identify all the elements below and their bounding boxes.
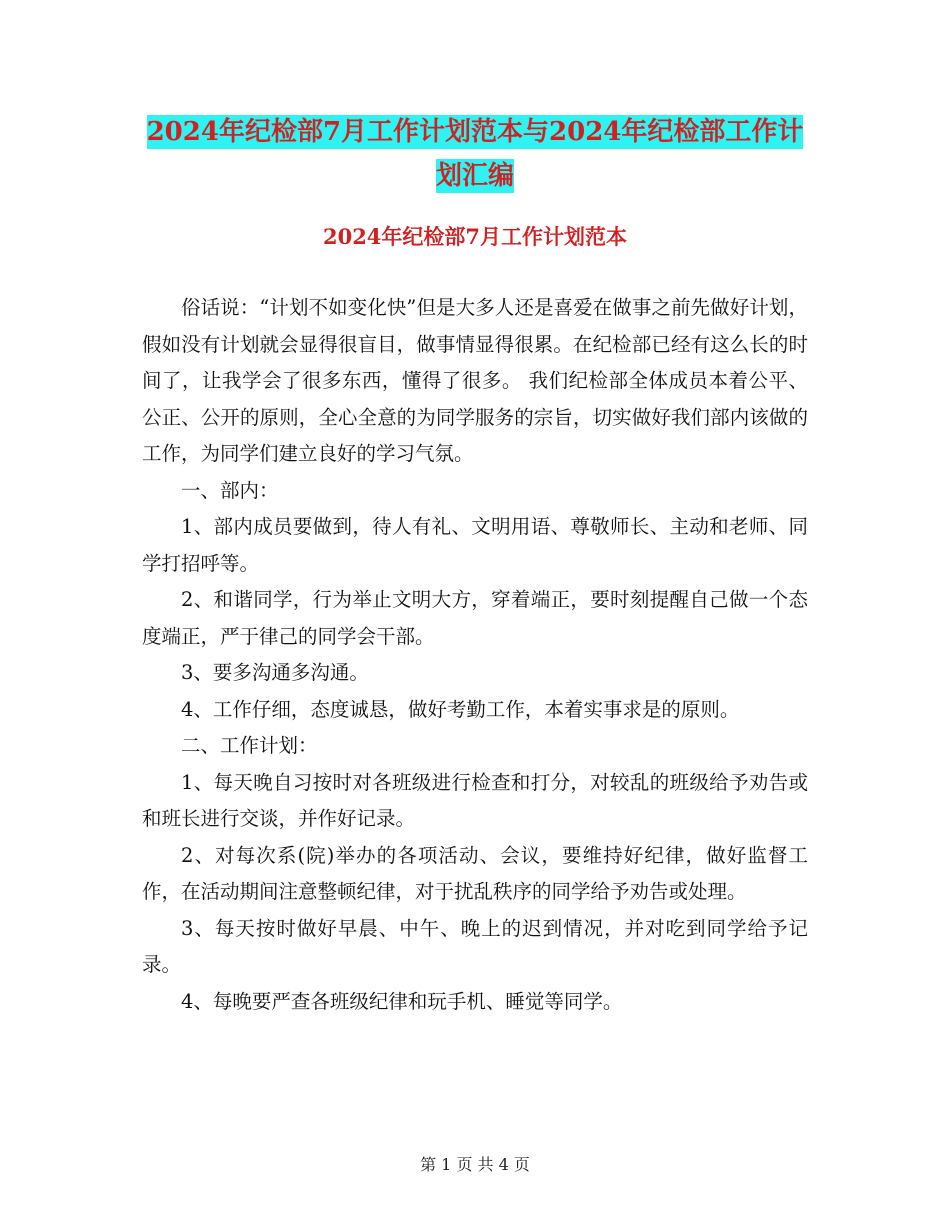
heading-work-plan: 二、工作计划：: [181, 734, 318, 757]
paragraph-item: 4、每晚要严查各班级纪律和玩手机、睡觉等同学。: [181, 989, 623, 1013]
document-body: [142, 290, 808, 1020]
paragraph-item: 1、每天晚自习按时对各班级进行检查和打分，对较乱的班级给予劝告或和班长进行交谈，并作好记录。: [142, 770, 808, 830]
page-number-footer: 第 1 页 共 4 页: [420, 1155, 530, 1174]
heading-department: 一、部内：: [181, 478, 279, 502]
document-title-text: 2024年纪检部7月工作计划范本与2024年纪检部工作计划汇编: [146, 117, 804, 191]
paragraph-item: 3、每天按时做好早晨、中午、晚上的迟到情况，并对吃到同学给予记录。: [142, 916, 808, 976]
paragraph-item: 2、对每次系(院)举办的各项活动、会议，要维持好纪律，做好监督工作，在活动期间注意整顿纪律，对于扰乱秩序的同学给予劝告或处理。: [142, 843, 808, 903]
paragraph-item: 2、和谐同学，行为举止文明大方，穿着端正，要时刻提醒自己做一个态度端正，严于律己的同学会干部。: [142, 588, 808, 648]
paragraph-item: 3、要多沟通多沟通。: [181, 661, 369, 684]
section-title: 2024年纪检部7月工作计划范本: [322, 224, 628, 249]
paragraph-intro: 俗话说：“计划不如变化快”但是大多人还是喜爱在做事之前先做好计划，假如没有计划就会显得很盲目，做事情显得很累。在纪检部已经有这么长的时间了，让我学会了很多东西，懂得了很多。 我们纪检部全体成员本着公平、公正、公开的原则，全心全意的为同学服务的宗旨，切实做好我们部内该做的工作，为同学们建立良好的学习气氛。: [142, 296, 808, 465]
document-title: [140, 110, 810, 198]
paragraph-item: 1、部内成员要做到，待人有礼、文明用语、尊敬师长、主动和老师、同学打招呼等。: [142, 515, 808, 575]
paragraph-item: 4、工作仔细，态度诚恳，做好考勤工作，本着实事求是的原则。: [181, 697, 740, 721]
